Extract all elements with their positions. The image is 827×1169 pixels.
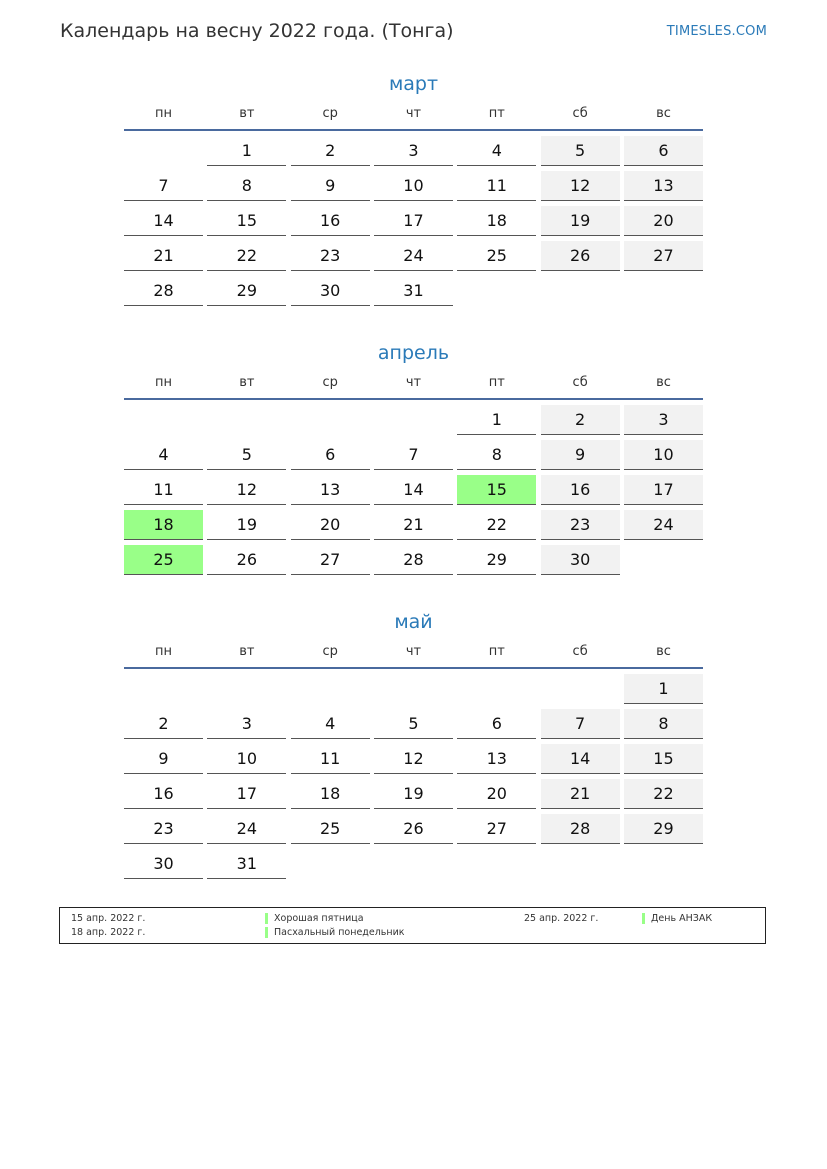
legend-date: 18 апр. 2022 г. (71, 927, 146, 938)
weekday-label: пн (155, 106, 172, 121)
days-grid (124, 136, 703, 306)
day-cell: 4 (457, 136, 536, 166)
weekday-label: чт (405, 106, 422, 121)
month-may (124, 610, 703, 879)
day-cell: 13 (457, 744, 536, 774)
day-cell: 15 (624, 744, 703, 774)
holiday-legend (59, 907, 766, 944)
day-cell: 16 (541, 475, 620, 505)
weekday-label: пн (155, 644, 172, 659)
day-cell: 13 (291, 475, 370, 505)
day-cell: 3 (207, 709, 286, 739)
day-cell: 2 (124, 709, 203, 739)
day-cell: 3 (624, 405, 703, 435)
day-cell: 5 (541, 136, 620, 166)
day-cell: 30 (291, 276, 370, 306)
day-cell: 19 (541, 206, 620, 236)
day-cell: 25 (124, 545, 203, 575)
day-cell: 28 (374, 545, 453, 575)
day-cell: 22 (457, 510, 536, 540)
days-grid (124, 674, 703, 879)
weekday-label: пн (155, 375, 172, 390)
weekday-label: ср (322, 375, 338, 390)
day-cell: 29 (624, 814, 703, 844)
day-cell: 18 (457, 206, 536, 236)
weekday-label: ср (322, 644, 338, 659)
weekday-label: сб (572, 644, 588, 659)
weekday-label: чт (405, 375, 422, 390)
day-cell: 16 (124, 779, 203, 809)
weekday-label: вт (239, 644, 255, 659)
day-cell: 24 (374, 241, 453, 271)
weekday-header (124, 375, 703, 400)
day-cell: 5 (374, 709, 453, 739)
weekday-label: пт (488, 106, 505, 121)
day-cell: 6 (291, 440, 370, 470)
day-cell: 12 (541, 171, 620, 201)
day-cell: 27 (457, 814, 536, 844)
day-cell: 30 (541, 545, 620, 575)
day-cell: 19 (207, 510, 286, 540)
day-cell: 9 (124, 744, 203, 774)
day-cell: 29 (457, 545, 536, 575)
day-cell: 8 (624, 709, 703, 739)
day-cell: 20 (457, 779, 536, 809)
day-cell: 2 (291, 136, 370, 166)
weekday-label: ср (322, 106, 338, 121)
day-cell: 11 (457, 171, 536, 201)
day-cell: 6 (457, 709, 536, 739)
day-cell: 21 (374, 510, 453, 540)
day-cell: 26 (207, 545, 286, 575)
day-cell: 17 (207, 779, 286, 809)
day-cell: 15 (457, 475, 536, 505)
empty-cell (207, 674, 286, 704)
weekday-header (124, 644, 703, 669)
day-cell: 1 (457, 405, 536, 435)
weekday-label: чт (405, 644, 422, 659)
day-cell: 8 (207, 171, 286, 201)
legend-date: 15 апр. 2022 г. (71, 913, 146, 924)
day-cell: 23 (541, 510, 620, 540)
day-cell: 31 (207, 849, 286, 879)
day-cell: 29 (207, 276, 286, 306)
day-cell: 8 (457, 440, 536, 470)
day-cell: 3 (374, 136, 453, 166)
day-cell: 21 (541, 779, 620, 809)
page-title: Календарь на весну 2022 года. (Тонга) (60, 20, 454, 42)
day-cell: 25 (291, 814, 370, 844)
day-cell: 7 (541, 709, 620, 739)
empty-cell (374, 405, 453, 435)
weekday-label: вс (656, 106, 671, 121)
day-cell: 6 (624, 136, 703, 166)
empty-cell (124, 136, 203, 166)
day-cell: 2 (541, 405, 620, 435)
day-cell: 16 (291, 206, 370, 236)
weekday-label: вт (239, 375, 255, 390)
weekday-label: пт (488, 644, 505, 659)
legend-holiday-name: День АНЗАК (642, 913, 712, 924)
day-cell: 11 (291, 744, 370, 774)
day-cell: 9 (291, 171, 370, 201)
empty-cell (541, 674, 620, 704)
weekday-label: вт (239, 106, 255, 121)
month-name: май (394, 611, 433, 633)
month-name: март (388, 73, 439, 95)
month-march (124, 72, 703, 306)
weekday-label: пт (488, 375, 505, 390)
day-cell: 24 (207, 814, 286, 844)
day-cell: 7 (374, 440, 453, 470)
day-cell: 30 (124, 849, 203, 879)
day-cell: 26 (374, 814, 453, 844)
day-cell: 4 (124, 440, 203, 470)
day-cell: 1 (207, 136, 286, 166)
day-cell: 12 (207, 475, 286, 505)
day-cell: 27 (624, 241, 703, 271)
day-cell: 20 (624, 206, 703, 236)
day-cell: 15 (207, 206, 286, 236)
day-cell: 10 (374, 171, 453, 201)
day-cell: 31 (374, 276, 453, 306)
day-cell: 14 (541, 744, 620, 774)
empty-cell (124, 674, 203, 704)
site-link[interactable]: TIMESLES.COM (666, 24, 767, 39)
day-cell: 13 (624, 171, 703, 201)
day-cell: 18 (124, 510, 203, 540)
day-cell: 18 (291, 779, 370, 809)
day-cell: 5 (207, 440, 286, 470)
day-cell: 20 (291, 510, 370, 540)
empty-cell (207, 405, 286, 435)
day-cell: 11 (124, 475, 203, 505)
day-cell: 10 (207, 744, 286, 774)
days-grid (124, 405, 703, 575)
day-cell: 23 (124, 814, 203, 844)
empty-cell (374, 674, 453, 704)
empty-cell (124, 405, 203, 435)
weekday-label: вс (656, 375, 671, 390)
day-cell: 10 (624, 440, 703, 470)
empty-cell (457, 674, 536, 704)
month-april (124, 341, 703, 575)
day-cell: 28 (124, 276, 203, 306)
day-cell: 4 (291, 709, 370, 739)
weekday-label: сб (572, 375, 588, 390)
day-cell: 7 (124, 171, 203, 201)
day-cell: 19 (374, 779, 453, 809)
weekday-label: сб (572, 106, 588, 121)
day-cell: 9 (541, 440, 620, 470)
day-cell: 14 (374, 475, 453, 505)
legend-holiday-name: Хорошая пятница (265, 913, 364, 924)
day-cell: 1 (624, 674, 703, 704)
empty-cell (291, 674, 370, 704)
empty-cell (291, 405, 370, 435)
day-cell: 25 (457, 241, 536, 271)
weekday-label: вс (656, 644, 671, 659)
day-cell: 17 (624, 475, 703, 505)
day-cell: 12 (374, 744, 453, 774)
day-cell: 14 (124, 206, 203, 236)
day-cell: 22 (207, 241, 286, 271)
weekday-header (124, 106, 703, 131)
day-cell: 26 (541, 241, 620, 271)
legend-date: 25 апр. 2022 г. (524, 913, 599, 924)
day-cell: 17 (374, 206, 453, 236)
day-cell: 28 (541, 814, 620, 844)
day-cell: 27 (291, 545, 370, 575)
day-cell: 24 (624, 510, 703, 540)
month-name: апрель (377, 342, 450, 364)
day-cell: 21 (124, 241, 203, 271)
day-cell: 23 (291, 241, 370, 271)
legend-holiday-name: Пасхальный понедельник (265, 927, 405, 938)
day-cell: 22 (624, 779, 703, 809)
